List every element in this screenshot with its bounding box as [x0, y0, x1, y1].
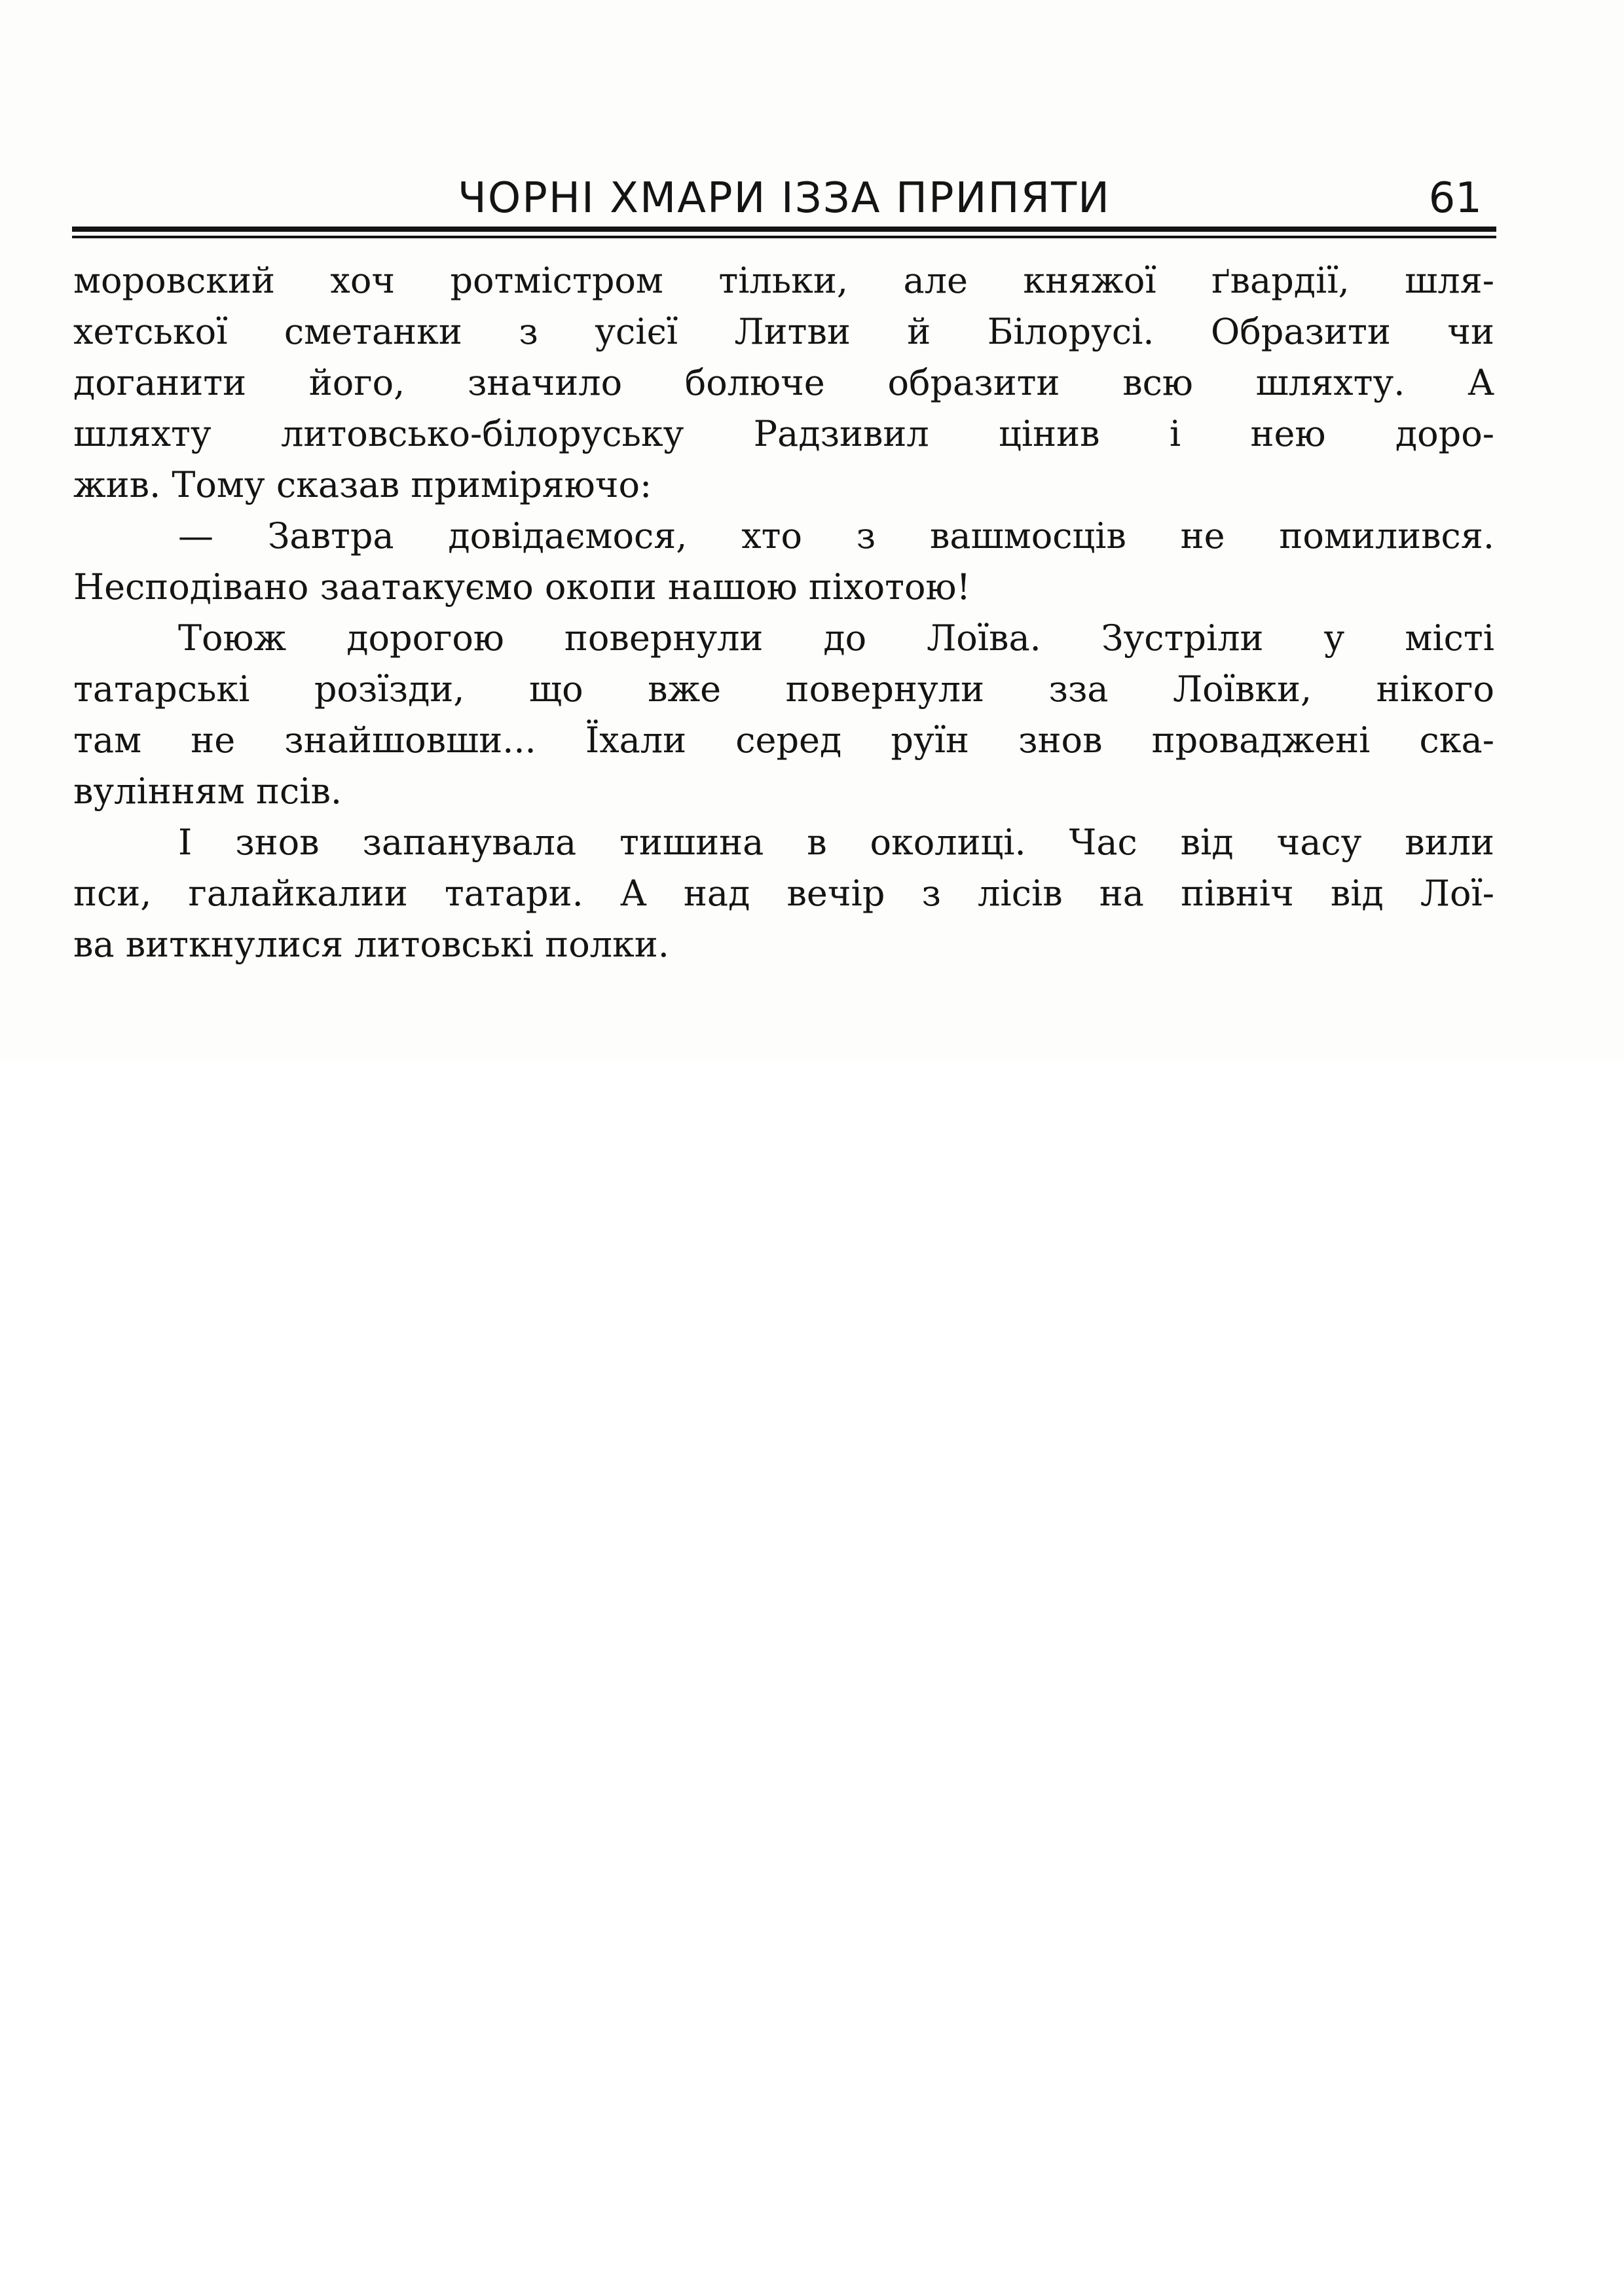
text-line: шляхту литовсько-білоруську Радзивил цінив і нею доро-	[73, 413, 1494, 454]
text-line: моровский хоч ротмістром тільки, але княжої ґвардії, шля-	[73, 260, 1494, 301]
running-title: ЧОРНІ ХМАРИ ІЗЗА ПРИПЯТИ	[457, 174, 1111, 223]
page-number: 61	[1428, 174, 1482, 223]
text-line: доганити його, значило болюче образити всю шляхту. А	[73, 362, 1494, 403]
text-line: хетської сметанки з усієї Литви й Білорусі. Образити чи	[73, 311, 1494, 352]
text-line: І знов запанувала тишина в околиці. Час від часу вили	[178, 822, 1494, 863]
text-line: пси, галайкалии татари. А над вечір з лісів на північ від Лої-	[73, 873, 1494, 914]
text-line: татарські розїзди, що вже повернули зза Лоївки, нікого	[73, 668, 1494, 710]
text-line: Несподівано заатакуємо окопи нашою піхотою!	[73, 566, 971, 608]
text-line: ва виткнулися литовські полки.	[73, 924, 669, 965]
text-line: там не знайшовши... Їхали серед руїн знов проваджені ска-	[73, 720, 1494, 761]
header-rule-thick	[72, 227, 1496, 232]
paragraph-3	[73, 613, 1494, 817]
book-page	[0, 0, 1624, 1061]
paragraph-1	[73, 255, 1494, 511]
body-text	[73, 255, 1494, 970]
running-header	[72, 169, 1496, 228]
header-rule-thin	[72, 236, 1496, 238]
text-line: — Завтра довідаємося, хто з вашмосців не помилився.	[178, 515, 1494, 556]
text-line: жив. Тому сказав приміряючо:	[73, 464, 652, 505]
text-line: Тоюж дорогою повернули до Лоїва. Зустріли у місті	[178, 617, 1494, 659]
text-line: вулінням псів.	[73, 771, 342, 812]
paragraph-2	[73, 511, 1494, 613]
paragraph-4	[73, 817, 1494, 970]
